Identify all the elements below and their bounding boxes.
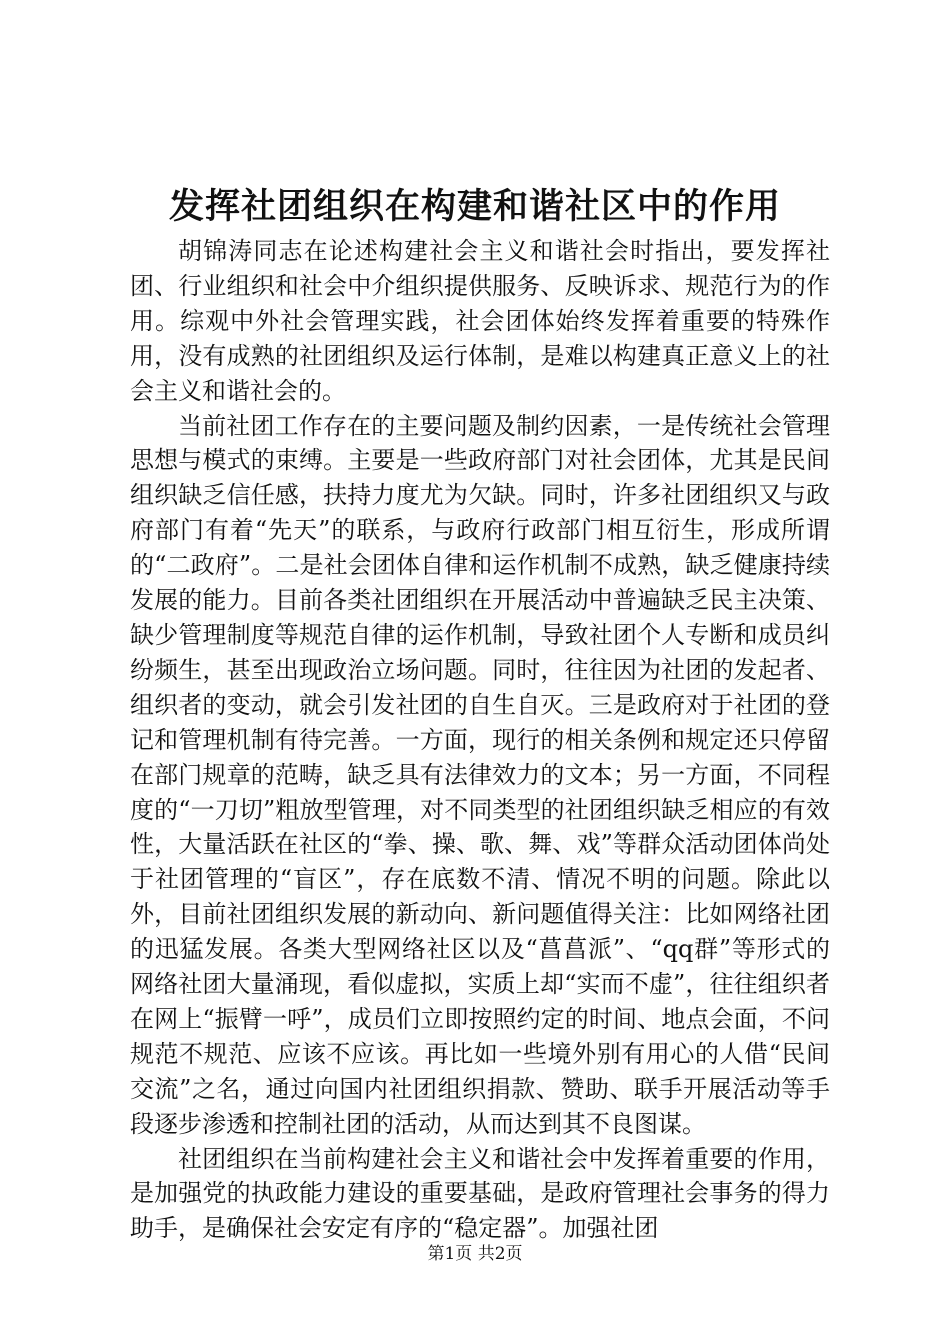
page-footer: 第1页 共2页 [427,1244,523,1264]
paragraph: 胡锦涛同志在论述构建社会主义和谐社会时指出，要发挥社团、行业组织和社会中介组织提供服务、反映诉求、规范行为的作用。综观中外社会管理实践，社会团体始终发挥着重要的特殊作用，没有成熟的社团组织及运行体制，是难以构建真正意义上的社会主义和谐社会的。 [130,237,830,405]
page-title: 发挥社团组织在构建和谐社区中的作用 [168,186,781,227]
paragraph: 社团组织在当前构建社会主义和谐社会中发挥着重要的作用，是加强党的执政能力建设的重要基础，是政府管理社会事务的得力助手，是确保社会安定有序的“稳定器”。加强社团 [130,1144,830,1243]
paragraph: 当前社团工作存在的主要问题及制约因素，一是传统社会管理思想与模式的束缚。主要是一些政府部门对社会团体，尤其是民间组织缺乏信任感，扶持力度尤为欠缺。同时，许多社团组织又与政府部门有着“先天”的联系，与政府行政部门相互衍生，形成所谓的“二政府”。二是社会团体自律和运作机制不成熟，缺乏健康持续发展的能力。目前各类社团组织在开展活动中普遍缺乏民主决策、缺少管理制度等规范自律的运作机制，导致社团个人专断和成员纠纷频生，甚至出现政治立场问题。同时，往往因为社团的发起者、组织者的变动，就会引发社团的自生自灭。三是政府对于社团的登记和管理机制有待完善。一方面，现行的相关条例和规定还只停留在部门规章的范畴，缺乏具有法律效力的文本；另一方面，不同程度的“一刀切”粗放型管理，对不同类型的社团组织缺乏相应的有效性，大量活跃在社区的“拳、操、歌、舞、戏”等群众活动团体尚处于社团管理的“盲区”，存在底数不清、情况不明的问题。除此以外，目前社团组织发展的新动向、新问题值得关注：比如网络社团的迅猛发展。各类大型网络社区以及“菖菖派”、“qq群”等形式的网络社团大量涌现，看似虚拟，实质上却“实而不虚”，往往组织者在网上“振臂一呼”，成员们立即按照约定的时间、地点会面，不问规范不规范、应该不应该。再比如一些境外别有用心的人借“民间交流”之名，通过向国内社团组织捐款、赞助、联手开展活动等手段逐步渗透和控制社团的活动，从而达到其不良图谋。 [130,411,830,1138]
document-body [130,234,830,1246]
